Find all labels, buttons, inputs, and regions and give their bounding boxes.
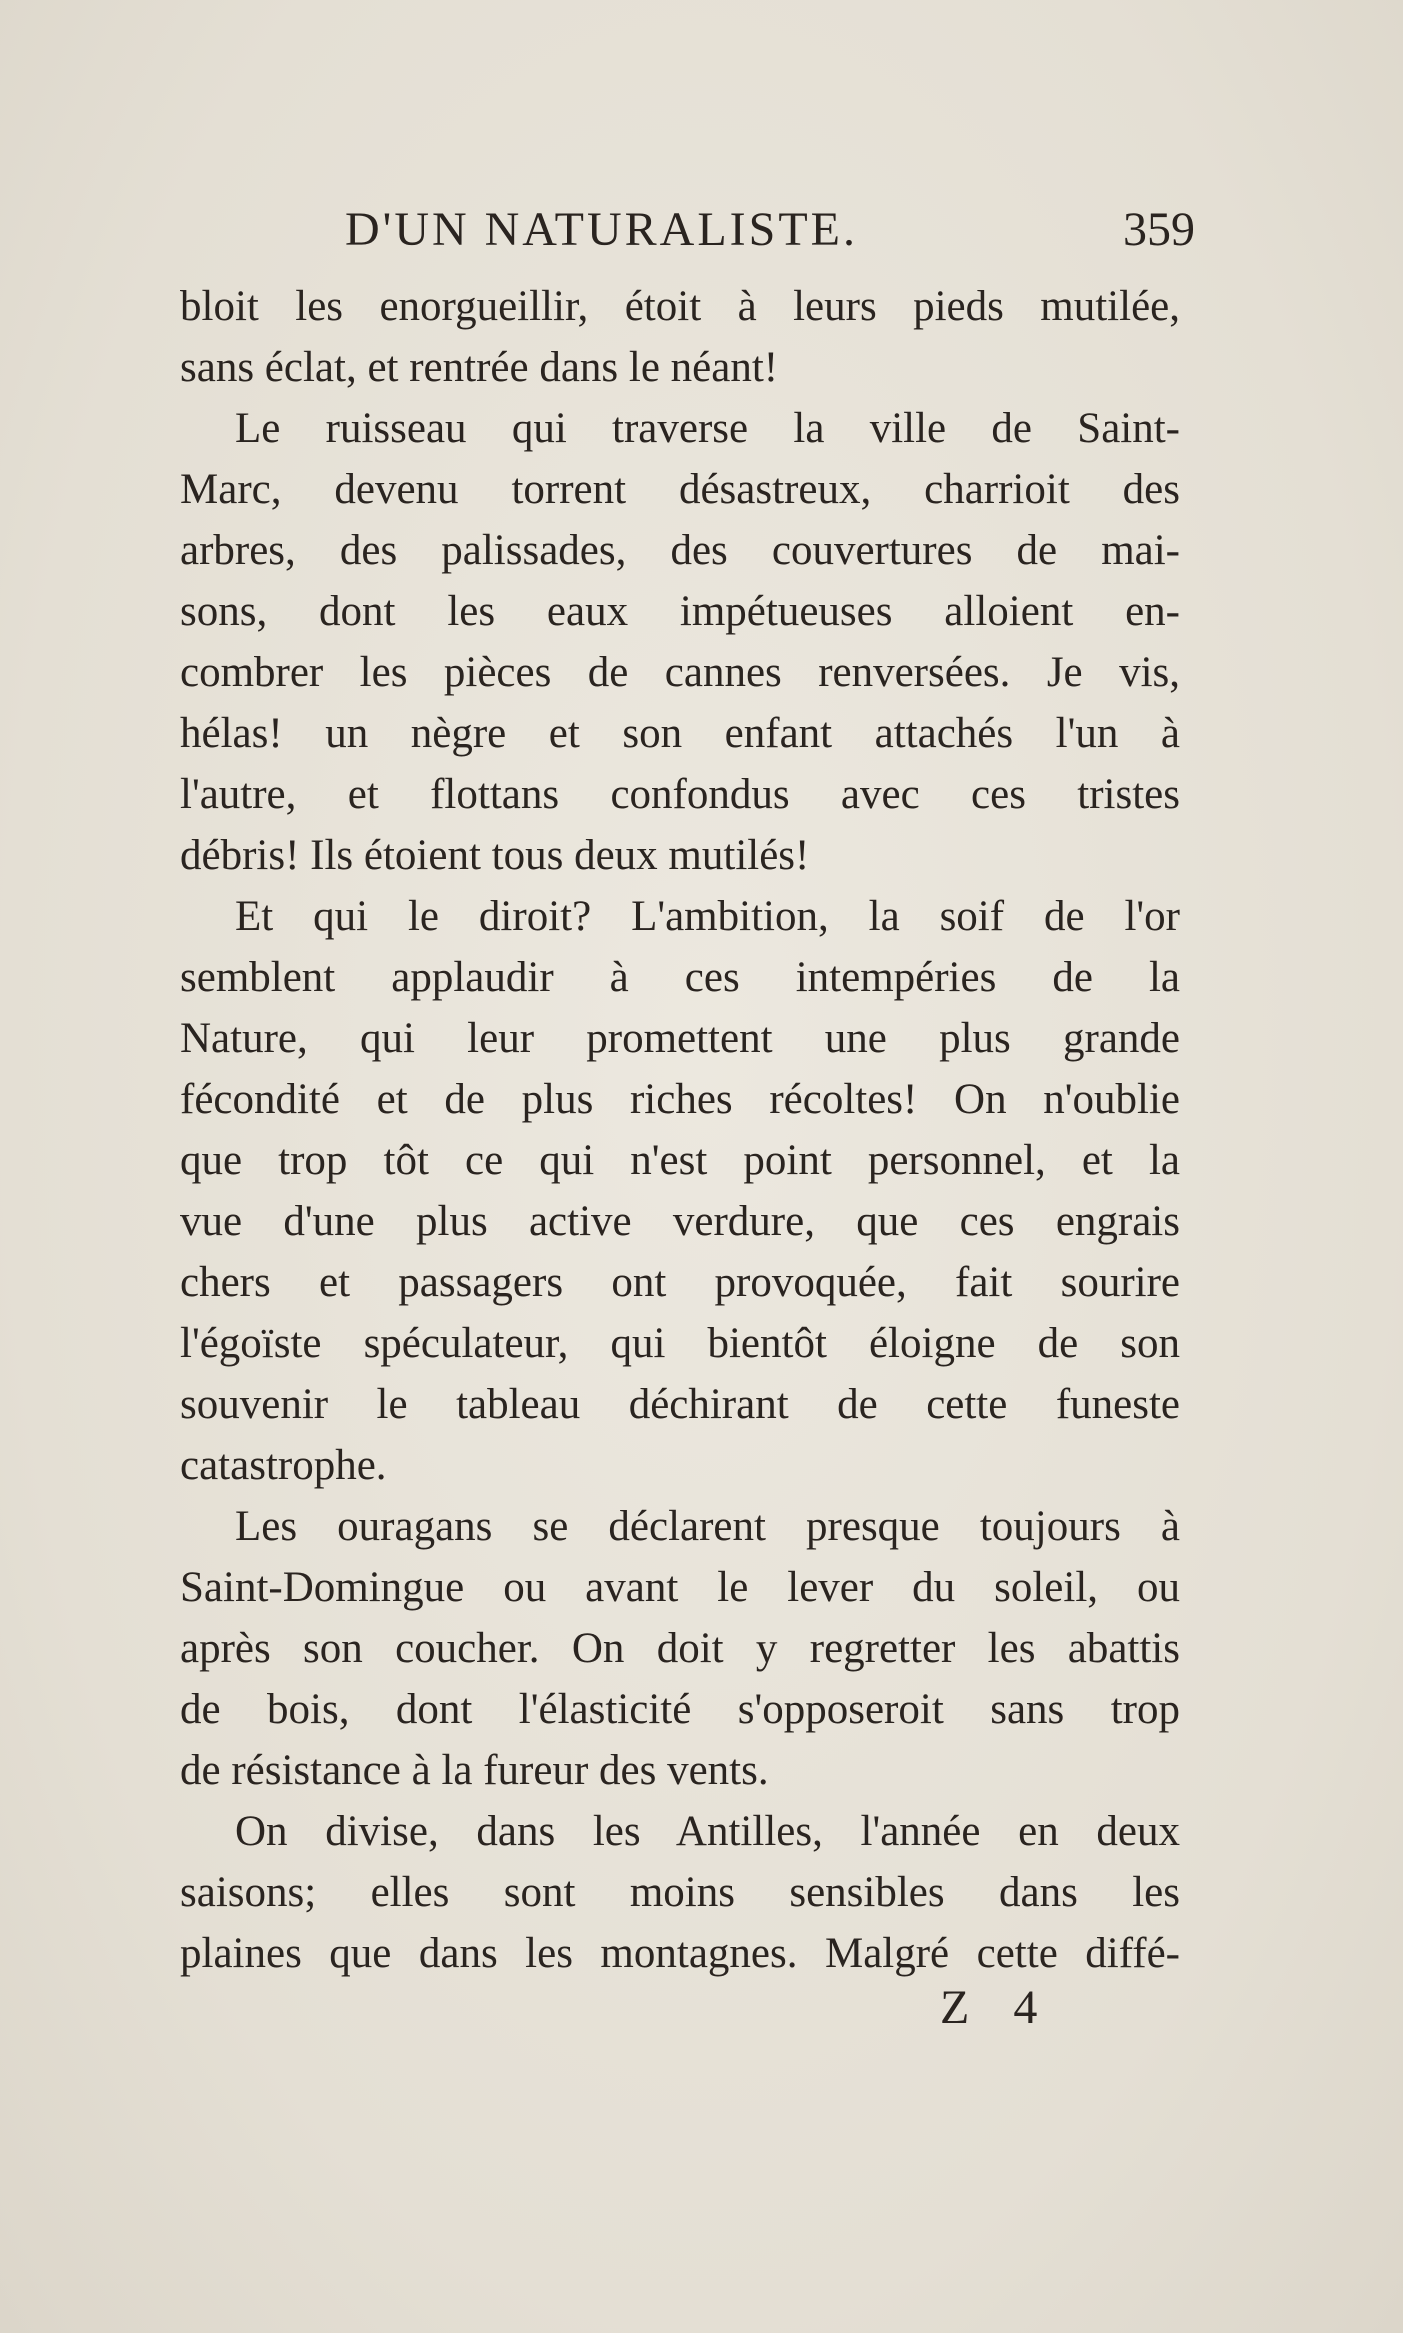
text-line: arbres, des palissades, des couvertures de mai- — [180, 527, 1180, 574]
text-line: fécondité et de plus riches récoltes! On n'oublie — [180, 1076, 1180, 1123]
text-line: semblent applaudir à ces intempéries de la — [180, 954, 1180, 1001]
text-line: que trop tôt ce qui n'est point personnel, et la — [180, 1137, 1180, 1184]
text-line: sons, dont les eaux impétueuses alloient en- — [180, 588, 1180, 635]
text-line: Marc, devenu torrent désastreux, charrioit des — [180, 466, 1180, 513]
text-line: combrer les pièces de cannes renversées. Je vis, — [180, 649, 1180, 696]
text-line: l'autre, et flottans confondus avec ces tristes — [180, 771, 1180, 818]
page-number: 359 — [1123, 203, 1195, 256]
text-line: On divise, dans les Antilles, l'année en deux — [235, 1808, 1180, 1855]
text-line: plaines que dans les montagnes. Malgré cette diffé- — [180, 1930, 1180, 1977]
signature-mark: Z 4 — [940, 1981, 1054, 2034]
text-line: hélas! un nègre et son enfant attachés l'un à — [180, 710, 1180, 757]
text-line: Nature, qui leur promettent une plus grande — [180, 1015, 1180, 1062]
text-line: sans éclat, et rentrée dans le néant! — [180, 344, 779, 391]
running-title: D'UN NATURALISTE. — [345, 203, 858, 256]
text-line: bloit les enorgueillir, étoit à leurs pieds mutilée, — [180, 283, 1180, 330]
text-line: catastrophe. — [180, 1442, 387, 1489]
text-line: chers et passagers ont provoquée, fait sourire — [180, 1259, 1180, 1306]
text-line: Les ouragans se déclarent presque toujours à — [235, 1503, 1180, 1550]
text-line: Saint-Domingue ou avant le lever du soleil, ou — [180, 1564, 1180, 1611]
text-line: débris! Ils étoient tous deux mutilés! — [180, 832, 810, 879]
text-line: Le ruisseau qui traverse la ville de Saint- — [235, 405, 1180, 452]
text-line: saisons; elles sont moins sensibles dans les — [180, 1869, 1180, 1916]
text-line: souvenir le tableau déchirant de cette funeste — [180, 1381, 1180, 1428]
text-line: l'égoïste spéculateur, qui bientôt éloigne de son — [180, 1320, 1180, 1367]
text-line: Et qui le diroit? L'ambition, la soif de l'or — [235, 893, 1180, 940]
body-text — [180, 276, 1180, 1984]
text-line: vue d'une plus active verdure, que ces engrais — [180, 1198, 1180, 1245]
text-line: de bois, dont l'élasticité s'opposeroit sans trop — [180, 1686, 1180, 1733]
page-header — [180, 202, 1195, 272]
text-line: après son coucher. On doit y regretter les abattis — [180, 1625, 1180, 1672]
text-line: de résistance à la fureur des vents. — [180, 1747, 769, 1794]
